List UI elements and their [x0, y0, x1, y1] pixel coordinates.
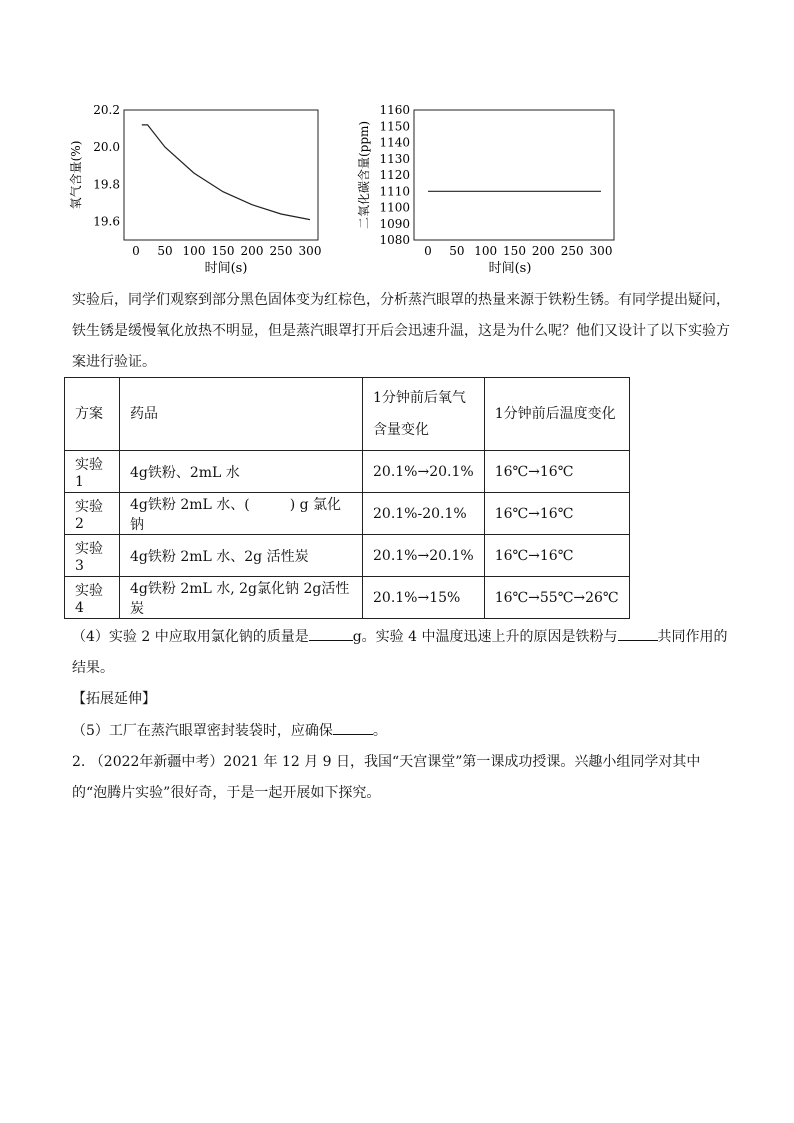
y-tick-label: 1120: [379, 168, 410, 182]
chart-plot-frame: [124, 110, 318, 240]
question-text: 。: [372, 723, 387, 739]
x-tick-label: 0: [424, 244, 432, 258]
answer-blank[interactable]: [309, 639, 353, 641]
question-text: （5）工厂在蒸汽眼罩密封装袋时，应确保: [72, 723, 333, 739]
x-tick-label: 50: [157, 244, 173, 258]
y-tick-label: 1100: [379, 200, 410, 215]
x-tick-label: 150: [211, 244, 235, 258]
plan-cell: 实验 4: [65, 577, 120, 619]
question-text: 共同作用的结果。: [72, 629, 728, 676]
experiment-table: [64, 377, 630, 619]
x-tick-label: 200: [240, 244, 264, 258]
x-axis-label: 时间(s): [204, 261, 248, 276]
x-tick-label: 0: [132, 244, 140, 258]
x-tick-label: 50: [449, 244, 465, 258]
question-4: [72, 622, 732, 684]
oxygen-cell: 20.1%→20.1%: [363, 535, 485, 577]
answer-blank[interactable]: [618, 639, 658, 641]
plan-cell: 实验 1: [65, 451, 120, 493]
y-tick-label: 1080: [379, 233, 410, 247]
co2-content-chart: [356, 100, 626, 280]
y-tick-label: 19.8: [93, 177, 120, 192]
header-cell: 1分钟前后氧气含量变化: [363, 378, 485, 451]
x-tick-label: 100: [182, 244, 206, 258]
x-tick-label: 300: [589, 244, 613, 258]
y-tick-label: 1140: [379, 135, 410, 150]
oxygen-cell: 20.1%→15%: [363, 577, 485, 619]
question-text: g。实验 4 中温度迅速上升的原因是铁粉与: [352, 629, 618, 645]
oxygen-cell: 20.1%→20.1%: [363, 451, 485, 493]
drug-cell: [120, 493, 363, 535]
y-tick-label: 20.2: [93, 103, 120, 117]
y-tick-label: 1110: [379, 184, 410, 199]
y-axis-label: 二氧化碳含量(ppm): [357, 120, 371, 230]
extension-heading: 【拓展延伸】: [72, 691, 156, 707]
drug-cell: 4g铁粉 2mL 水, 2g氯化钠 2g活性炭: [120, 577, 363, 619]
drug-cell: 4g铁粉、2mL 水: [120, 451, 363, 493]
drug-text-b: ) g 氯化钠: [130, 496, 342, 533]
drug-cell: 4g铁粉 2mL 水、2g 活性炭: [120, 535, 363, 577]
x-tick-label: 200: [531, 244, 555, 258]
y-tick-label: 1160: [379, 103, 410, 117]
oxygen-content-chart: [68, 100, 338, 280]
oxygen-series-line: [142, 125, 310, 220]
oxygen-cell: 20.1%-20.1%: [363, 493, 485, 535]
header-cell: 药品: [120, 378, 363, 451]
x-tick-label: 250: [560, 244, 584, 258]
temp-cell: 16℃→16℃: [484, 535, 629, 577]
plan-cell: 实验 2: [65, 493, 120, 535]
table-row: [65, 493, 630, 535]
x-axis-label: 时间(s): [488, 261, 532, 276]
temp-cell: 16℃→16℃: [484, 493, 629, 535]
x-tick-label: 150: [503, 244, 526, 258]
x-tick-label: 100: [474, 244, 498, 258]
header-cell: 1分钟前后温度变化: [484, 378, 629, 451]
question-5: [72, 716, 732, 747]
drug-text-a: 4g铁粉 2mL 水、(: [130, 496, 250, 513]
plan-cell: 实验 3: [65, 535, 120, 577]
x-tick-label: 250: [269, 244, 293, 258]
question-text: （4）实验 2 中应取用氯化钠的质量是: [72, 629, 309, 645]
header-cell: 方案: [65, 378, 120, 451]
y-axis-label: 氧气含量(%): [69, 140, 83, 210]
question-2-intro: 2. （2022年新疆中考）2021 年 12 月 9 日，我国“天宫课堂”第一课成功授课。兴趣小组同学对其中的“泡腾片实验”很好奇，于是一起开展如下探究。: [72, 754, 701, 801]
table-row: [65, 535, 630, 577]
table-header-row: [65, 378, 630, 451]
chart-plot-frame: [414, 110, 614, 240]
table-row: [65, 577, 630, 619]
y-tick-label: 1090: [379, 216, 410, 231]
answer-blank[interactable]: [333, 733, 373, 735]
temp-cell: 16℃→55℃→26℃: [484, 577, 629, 619]
temp-cell: 16℃→16℃: [484, 451, 629, 493]
x-tick-label: 300: [298, 244, 322, 258]
y-tick-label: 1130: [379, 151, 410, 166]
y-tick-label: 19.6: [93, 214, 120, 229]
y-tick-label: 20.0: [93, 140, 120, 155]
table-row: [65, 451, 630, 493]
y-tick-label: 1150: [379, 119, 410, 134]
intro-paragraph: 实验后，同学们观察到部分黑色固体变为红棕色，分析蒸汽眼罩的热量来源于铁粉生锈。有同学提出疑问，铁生锈是缓慢氧化放热不明显，但是蒸汽眼罩打开后会迅速升温，这是为什么呢？他们又设计了以下实验方案进行验证。: [72, 292, 730, 370]
